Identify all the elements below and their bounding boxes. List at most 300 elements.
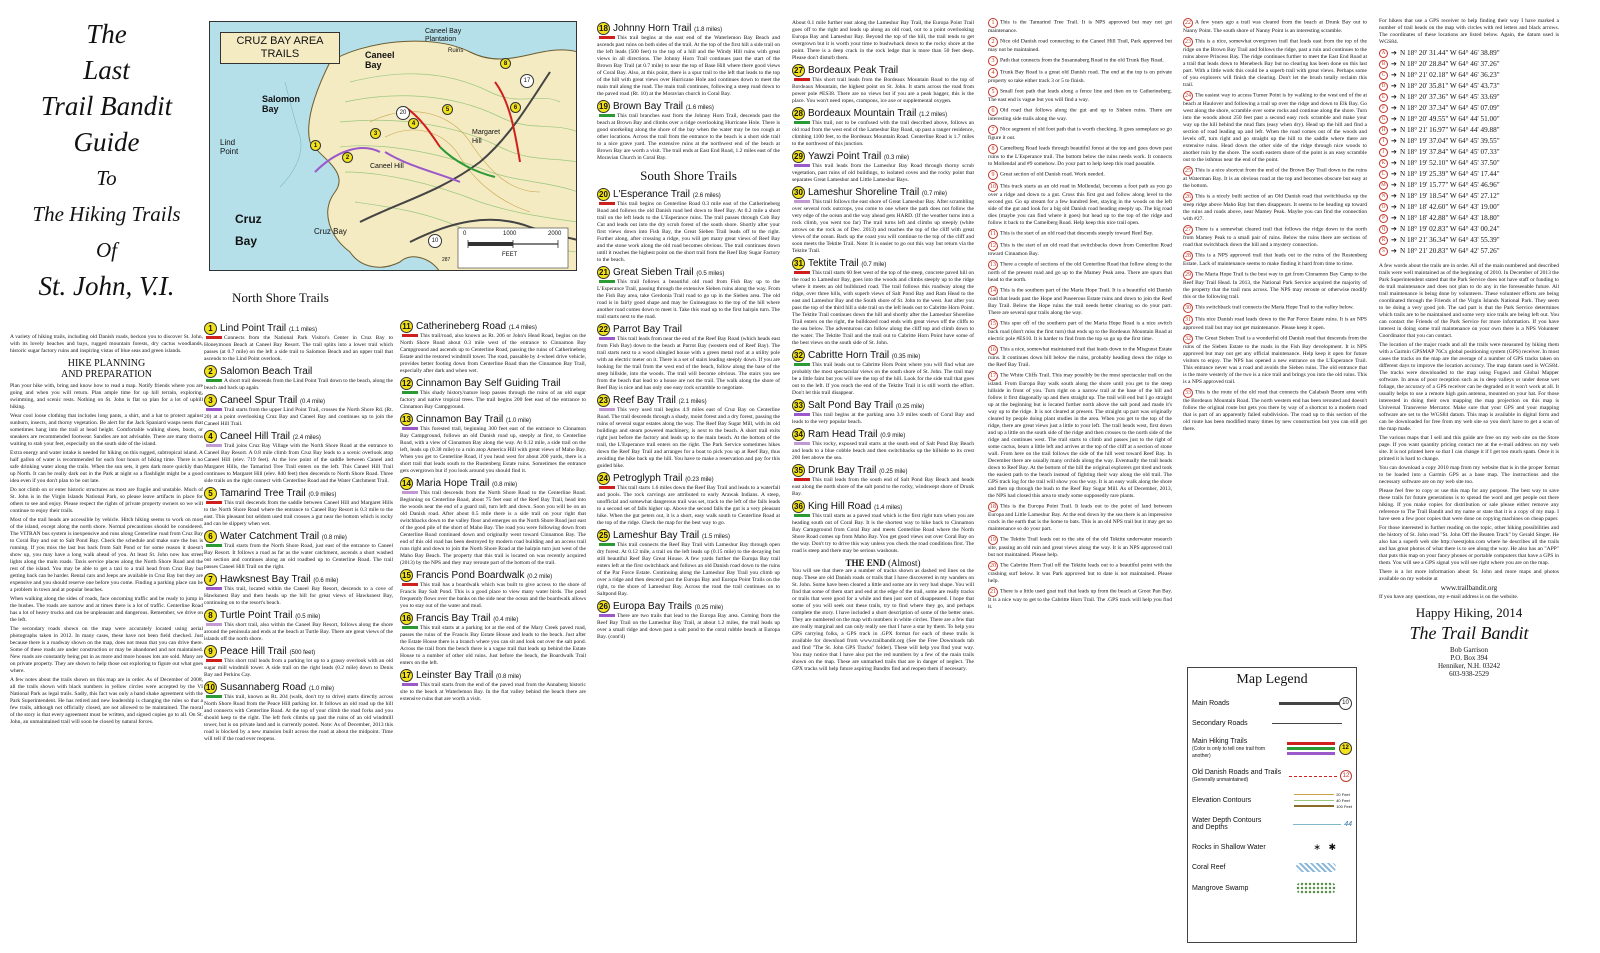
trail-description: This trail descends from the saddle between Caneel Hill and Margaret Hills to the North Shore Road where the entrance to Caneel Bay Resort is 0.3 mile to the east. This pleasant but seldom used trail crosses a gut near the bottom which is rocky and can be slippery when wet.	[204, 500, 393, 527]
old-trail-note: 33 This is the route of the old road that connects the Calabash Boom area with the Bordeaux Mountain Road. The north western end has been rerouted and doesn't follow the original route but gets you there by way of a shortcut to a modern road that is part of an apparently failed subdivision. The road up to this section of the old route has been modified many times by new construction but you can still get there.	[1183, 389, 1367, 432]
trail-heading	[597, 188, 780, 201]
gps-coordinate: N 18° 19' 37.04" W 64° 45' 39.55"	[1400, 137, 1500, 145]
trail-name: Lind Point Trail (1.1 miles)	[220, 323, 317, 334]
trail-number: 3	[204, 394, 217, 407]
trail-heading	[792, 186, 974, 199]
old-trail-number: 8	[988, 144, 998, 154]
old-trail-number: 5	[988, 87, 998, 97]
trail-length: (0.25 mile)	[879, 469, 908, 475]
trail-heading	[597, 100, 780, 113]
trail-length: (0.35 mile)	[891, 354, 921, 360]
old-trail-note: 10 This track starts as an old road in Mollendal, becomes a foot path as you go over a ridge and down to a gut. Cross this first gut and follow along level to the second gut. Go up stream for a few hundred feet, staying in the woods on the left side of the gut and look for a big old Danish road heading steeply up. The big road dies (maybe you can find where it goes) but head up to the top of the ridge and follow it back to the Camelberg Road. Help keep this nice trail open.	[988, 183, 1172, 226]
old-trail-note: 2 Nice old Danish road connecting to the Caneel Hill Trail, Park approved but may not be maintained.	[988, 38, 1172, 53]
trail-description: This trail, not to be confused with the trail described above, follows an old road from the west end of the Lameshur Bay Road, up past a ranger residence, climbing 1100 feet, to the Bordeaux Mountain Road. Centerline Road is 1.7 miles to the northwest of this junction.	[792, 120, 974, 147]
arrow-right-icon: ➔	[1391, 71, 1398, 79]
trail-heading	[204, 322, 393, 335]
trail-color-swatch	[794, 78, 810, 81]
map-label: Cruz Bay	[314, 227, 347, 236]
old-trail-number: 3	[988, 56, 998, 66]
trail-name: Francis Bay Trail (0.4 mile)	[416, 613, 519, 624]
trail-length: (1.8 miles)	[694, 27, 723, 33]
coral-reef-icon	[1296, 863, 1336, 872]
old-trail-note: 27 There is a somewhat cleared trail that follows the ridge down to the north from Mamey Peak to a small pair of ruins. Below the ruins there are sections of road that switchback down the hill and a mystery connection.	[1183, 226, 1367, 248]
gps-letter: Q	[1379, 225, 1388, 234]
arrow-right-icon: ➔	[1391, 137, 1398, 145]
trail-number: 23	[597, 394, 610, 407]
trail-heading	[400, 569, 586, 582]
trails-column-d	[792, 0, 974, 953]
mangrove-icon	[1296, 882, 1336, 894]
map-scale-unit: FEET	[502, 252, 518, 258]
trail-number: 15	[400, 569, 413, 582]
trail-color-swatch	[794, 164, 810, 167]
old-trail-note: 20 The Cabritte Horn Trail off the Tektite leads out to a beautiful point with the crashing surf below. It was Park approved but to date is not maintained. Please help.	[988, 562, 1172, 584]
trail-heading	[792, 428, 974, 441]
arrow-right-icon: ➔	[1391, 148, 1398, 156]
trail-number: 29	[792, 150, 805, 163]
hike-paragraph: A few notes about the trails shown on this map are in order. As of December of 2008, all the trails shown with black numbers in yellow circles were accepted by the VI National Park as legal trails. Sadly, this fact was only a hand shake agreement with the Park Superintendent. He has retired and new leadership is changing the rules so that a few trails, although not officially closed, are not allowed to be maintained. The moral of the story is that every agreement must be written, and signed copies go to all. On St. John, an unmaintained trail will soon be closed by natural forces.	[10, 677, 203, 725]
trail-length: (2.6 miles)	[692, 193, 721, 199]
trail-color-swatch	[402, 491, 418, 494]
trail-name: Parrot Bay Trail	[613, 324, 682, 335]
gps-letter: L	[1379, 170, 1388, 179]
trail-number: 10	[204, 681, 217, 694]
trail-description: This trail has a boardwalk which was built to give access to the shore of Francis Bay Salt Pond. This is a good place to view many water birds. The pond frequently flows over the banks on the side near the ocean and the boardwalk allows you to stay out of the water and mud.	[400, 582, 586, 609]
trail-heading	[204, 530, 393, 543]
trail-description: This trail, known as Rt. 204 (walk, don't try to drive) starts directly across North Shore Road from the Peace Hill parking lot. It follows an old road up the hill and connects with Centerline Road. At the top of your climb the road forks and you should keep to the right. The left fork climbs up past the ruins of an old windmill tower, but is on private land and is currently posted. Note: As of December, 2013 this road is blocked by a new mansion built across the road at about the midpoint. Time will tell if the road ever reopens.	[204, 694, 393, 742]
trail-name: Ram Head Trail (0.9 mile)	[808, 429, 906, 440]
closing-paragraph: Please feel free to copy or use this map for any purpose. The best way to save these trails for future generations is to spread the word and get people out there hiking. If you make copies for distribution or sale please either remove any reference to The Trail Bandit and my name or state that it is a copy of my map. I have seen a few poor copies that were done on copying machines on cheap paper.	[1379, 488, 1559, 522]
map-trail-marker: 6	[510, 102, 521, 113]
title-line: Last	[83, 55, 130, 85]
old-trail-number: 4	[988, 68, 998, 78]
gps-coordinate: N 18° 19' 02.83" W 64° 43' 00.24"	[1400, 225, 1500, 233]
signoff: Happy Hiking, 2014 The Trail Bandit Bob Garrison P.O. Box 394 Henniker, N.H. 03242 603-938-2529	[1409, 605, 1529, 678]
old-trail-note: 23 This is a nice, somewhat overgrown trail that leads east from the top of the ridge on the Brown Bay Trail and follows the ridge, past a ruin and continues to the ruins above Princess Bay. The ridge continues further to meet the East End Road at a trail that leads down to Menebeck Bay but no clearing has been done on this last part. With a little work this could be a superb trail with great views. Perhaps some of you explorers will finish the clearing. Don't let the brush totally reclaim this trail.	[1183, 38, 1367, 88]
closing-paragraph: www.trailbandit.org	[1440, 584, 1498, 592]
trail-color-swatch	[402, 626, 418, 629]
arrow-right-icon: ➔	[1391, 115, 1398, 123]
trail-length: (1.6 miles)	[685, 105, 714, 111]
gps-coordinate: N 18° 20' 49.55" W 64° 44' 51.00"	[1400, 115, 1500, 123]
trail-number: 25	[597, 529, 610, 542]
old-trail-note: 8 Camelberg Road leads through beautiful forest at the top and goes down past ruins to the L'Esperance trail. The bottom below the ruins needs work. It connects to Mollendal and #9 somehow. Do your part to help keep this road passable.	[988, 145, 1172, 167]
trail-length: (0.4 mile)	[300, 399, 326, 405]
trail-name: Cinnamon Bay Self Guiding Trail	[416, 378, 561, 389]
hike-planning-heading: HIKE PLANNING AND PREPARATION	[60, 358, 153, 380]
trail-color-swatch	[206, 444, 222, 447]
gps-row	[1379, 48, 1559, 59]
trail-length: (2.4 miles)	[292, 435, 321, 441]
trail-description: Trail starts from the North Shore Road, just east of the entrance to Caneel Bay Resort. It follows a road as far as the water catchment, ascends a short washed out section and continues along an old roadbed up to Centerline Road. The trail passes Caneel Hill Trail on the right.	[204, 543, 393, 570]
trail-number: 4	[204, 430, 217, 443]
map-road-marker: 10	[428, 234, 442, 248]
arrow-right-icon: ➔	[1391, 104, 1398, 112]
trail-heading	[792, 464, 974, 477]
old-trails-notes-b	[1183, 0, 1367, 433]
gps-letter: J	[1379, 148, 1388, 157]
trail-length: (1.4 miles)	[874, 505, 903, 511]
old-trail-note: 17 The White Cliffs Trail. This may possibly be the most spectacular trail on the island. From Europa Bay walk south along the shore until you get to the steep hillside in front of you. Turn right on a narrow trail at the base of the hill and follow it first diagonally up and then straight up. The trail will end but I go straight up at the beginning but is located further north above the salt pond and made it's way up to the ridge. It is not cleared at present. The straight up part was originally cleared by people doing plant studies in the area. When you get to the top of the ridge, there are great views just a little to your left. The trail heads west, first down and up a little on the south side of the ridge and then crosses to the north side of the ridge and continues west. The trail starts to climb and passes just to the right of some cactus, bears a little left and arrives at the top of the cliff at a section of stone wall. From here on the trail follows the side of the hill west toward Reef Bay. In December there are usually many orchids along the way. Eventually the trail heads down to Reef Bay. At the bottom of the hill the original explorers got tired and took the easiest path to the beach instead of fighting their way along the old trail. The GPS track log for the trail will show you the way. It is an easy walk along the shore and then up through the bush to the Reef Bay Sugar Mill. As of December, 2013, the NPS had closed this area to study some supposedly rare plants.	[988, 372, 1172, 499]
north-trails-end	[597, 22, 780, 162]
hike-paragraph: Extra energy and water intake is needed for hiking on this rugged, subtropical island. A half gallon of water is recommended for each four hours of hiking time. There is no safe drinking water along the trails. When the sun sets, it gets dark more quickly than up North. It can be really dark out in the Park at night so a flashlight might be a good idea even if you don't plan to be out late.	[10, 450, 203, 484]
old-trail-note: 9 Great section of old Danish road. Work needed.	[988, 170, 1172, 180]
old-trail-note: 11 This is the start of an old road that descends steeply toward Reef Bay.	[988, 229, 1172, 239]
old-trail-note: 16 This a nice, somewhat maintained trail that leads down to the Misgunst Estate ruins. It continues down hill below the ruins, probably heading down the ridge to the Reef Bay Trail.	[988, 346, 1172, 368]
old-trail-note: 29 The Maria Hope Trail is the best way to get from Cinnamon Bay Camp to the Reef Bay Trail Head. In 2013, the National Park Service acquired the majority of the property that the trail runs across. The NPS may reroute or otherwise modify this or the following trail.	[1183, 271, 1367, 300]
trail-length: (2.1 miles)	[678, 399, 707, 405]
old-trail-note: 21 There is a little used goat trail that leads up from the beach at Groot Pan Bay. It is a nice way to get to the Cabritte Horn Trail. The .GPS track will help you find it.	[988, 588, 1172, 610]
trail-color-swatch	[599, 408, 615, 411]
trail-heading	[597, 529, 780, 542]
gps-row	[1379, 202, 1559, 213]
gps-row	[1379, 158, 1559, 169]
trail-color-swatch	[599, 36, 615, 39]
trail-length: (0.5 mile)	[295, 614, 321, 620]
gps-row	[1379, 235, 1559, 246]
old-trail-note: 30 This switchback trail connects the Maria Hope Trail to the valley below.	[1183, 303, 1367, 313]
gps-coordinate: N 18° 19' 18.54" W 64° 45' 27.12"	[1400, 192, 1500, 200]
title-line: Guide	[73, 127, 140, 157]
gps-row	[1379, 70, 1559, 81]
trail-name: King Hill Road (1.4 miles)	[808, 501, 903, 512]
trail-name: L'Esperance Trail (2.6 miles)	[613, 189, 721, 200]
trail-heading	[792, 107, 974, 120]
title-line: Of	[96, 238, 117, 262]
gps-row	[1379, 191, 1559, 202]
arrow-right-icon: ➔	[1391, 93, 1398, 101]
trail-number: 13	[400, 413, 413, 426]
trail-description: There are two trails that lead to the Europa Bay area. Coming from the Reef Bay Trail on the Lameshur Bay Trail, at about 1.2 miles, the trail leads up over a small ridge and down past a salt pond to the coral rubble beach at Europa Bay. (cont'd)	[597, 613, 780, 640]
trail-length: (1.5 miles)	[701, 534, 730, 540]
trail-description: This short trail leads from the Bordeaux Mountain Road to the top of Bordeaux Mountain, the highest point on St. John. It starts across the road from power pole #ES38. There are no views but if you are a peak bagger, this is the place. You won't need ropes, crampons, ice axe or supplemental oxygen.	[792, 77, 974, 104]
arrow-right-icon: ➔	[1391, 214, 1398, 222]
trail-number: 8	[204, 609, 217, 622]
old-trail-number: 33	[1183, 388, 1193, 398]
old-trail-number: 26	[1183, 192, 1193, 202]
trail-color-swatch	[402, 334, 418, 337]
legend-mangrove: Mangrove Swamp	[1192, 877, 1352, 899]
trail-length: (0.9 miles)	[308, 492, 337, 498]
trail-description: Connects from the National Park Visitor's Center in Cruz Bay to Honeymoon Beach at Caneel Bay Resort. The trail splits into a lower trail which passes (at 0.7 mile) on the left a side trail to Salomon Beach and an upper trail that ascends to the Lind Point overlook.	[204, 335, 393, 362]
arrow-right-icon: ➔	[1391, 236, 1398, 244]
gps-letter: R	[1379, 236, 1388, 245]
gps-row	[1379, 147, 1559, 158]
trail-heading	[400, 320, 586, 333]
trail-name: Bordeaux Peak Trail	[808, 65, 899, 76]
trail-heading	[792, 257, 974, 270]
arrow-right-icon: ➔	[1391, 247, 1398, 255]
arrow-right-icon: ➔	[1391, 170, 1398, 178]
trail-name: Johnny Horn Trail (1.8 miles)	[613, 23, 723, 34]
trail-heading	[597, 472, 780, 485]
gps-coordinate: N 18° 19' 15.77" W 64° 45' 46.96"	[1400, 181, 1500, 189]
gps-row	[1379, 136, 1559, 147]
gps-letter: O	[1379, 203, 1388, 212]
trail-number: 33	[792, 399, 805, 412]
hike-paragraph: When walking along the sides of roads, face oncoming traffic and be ready to jump in the bushes. The roads are narrow and at times there is a lot of traffic. Centerline Road has a lot of heavy trucks and can be unpleasant and dangerous. Remember, we drive on the left.	[10, 596, 203, 623]
gps-letter: I	[1379, 137, 1388, 146]
old-trail-number: 16	[988, 345, 998, 355]
trail-color-swatch	[206, 659, 222, 662]
gps-coordinate: N 18° 21' 16.97" W 64° 44' 49.88"	[1400, 126, 1500, 134]
trail-color-swatch	[599, 614, 615, 617]
gps-coordinate: N 18° 20' 35.81" W 64° 45' 43.73"	[1400, 82, 1500, 90]
south-trails-list	[792, 64, 974, 555]
old-trail-note: 32 The Great Sieben Trail is a wonderful old Danish road that descends from the ruins of the Sieben Estate to the roads in the Fish Bay development. It is NPS approved but may not get any official maintenance. Help keep it open for future visitors to enjoy. The NPS has opened a new entrance on the L'Esperance Trail. This entrance never was a road and avoids the Sieben ruins. The old entrance that is the more westerly of the two is a nice trail and brings you into the old ruins. This is a NPS approved trail.	[1183, 335, 1367, 385]
closing-paragraph: The location of the major roads and all the trails were measured by hiking them with a Garmin GPSMAP 76Cx global positioning system (GPS) receiver. In most cases the tracks on the map are the average of a number of GPS tracks taken on different days to improve the location accuracy. The map datum used is WGS84. The tracks were downloaded to the map using Fugawi and Global Mapper software. In areas of poor reception such as in deep valleys or under dense wet foliage, the accuracy of a GPS receiver can be degraded or it won't work at all. It usually helps to use a remote high gain antenna, mounted on your hat. For those interested in doing their own mapping the map projection on this map is Universal Transverse Mercator. Make sure that your GPS and your mapping software are set to the WGS84 datum. This map is available in digital form and can be downloaded for free from my web site so you don't have to get a scan of the map made.	[1379, 342, 1559, 432]
trail-name: Turtle Point Trail (0.5 mile)	[220, 610, 321, 621]
legend-elevation-contours: Elevation Contours 20 Feet 40 Feet 100 Feet	[1192, 791, 1352, 809]
trail-name: Yawzi Point Trail (0.3 mile)	[808, 151, 909, 162]
old-trail-number: 29	[1183, 270, 1193, 280]
trail-color-swatch	[206, 379, 222, 382]
arrow-right-icon: ➔	[1391, 49, 1398, 57]
trail-description: This trail follows a beautiful old road from Fish Bay up to the L'Esperance Trail, passing through the extensive Sieben ruins along the way. From the Fish Bay area, take Gerdonia Trail road to go up in the Sieben area. The old road is in fairly good shape and may be Guineagrass to the top of the hill where another road comes down to meet it. Take this road up to the first hairpin turn. The trail starts next to the road.	[597, 279, 780, 320]
arrow-right-icon: ➔	[1391, 181, 1398, 189]
trail-number: 31	[792, 257, 805, 270]
trail-length: (0.8 mile)	[492, 482, 518, 488]
trail-description: This short trail leads from a parking lot up to a grassy overlook with an old sugar mill windmill tower. A side trail on the right leads (0.2 mile) down to Denis Bay and Perkins Cay.	[204, 658, 393, 678]
map-title-box: CRUZ BAY AREA TRAILS	[220, 32, 340, 64]
the-end-text: You will see that there are a number of tracks shown as dashed red lines on the map. These are old Danish roads or trails that I have discovered in my wanders on St. John. Some have been cleared a little and some are in very bad shape. You will find that some of them start and end at the edge of the trail, some are really tracks or trails that were good for a while and then just sort of disappeared. I hope that some of you will seek out these trails, try to find where they go, and perhaps complete the story. I have included a short description of some of the better ones. They are numbered on the map with numbers in white circles. There are a few that are really marginal and can only really see that I have a star by them. To help you GPS carrying folks, a GPS track in .GPX format for each of these trails is available for download from www.trailbandit.org (See the Free Downloads tab and find "The St. John GPS Tracks" folder). These will help you find your way. You may notice that I have also put the red numbers by a few of the main trails shown on the map. These are unmarked trails that are in danger of neglect. The GPX tracks will help future aspiring Bandits find and reopen them if necessary.	[792, 568, 974, 672]
trail-description: This forested trail, beginning 300 feet east of the entrance to Cinnamon Bay Campground, follows an old Danish road up, steeply at first, to Centerline Road, with a view of Cinnamon Bay along the way. At 0.12 mile, a side trail on the left, leads up (0.38 mile) to a ruin atop America Hill with great views of Maho Bay. When you get to Centerline Road, if you head west for about 200 yards, there is a short trail that leads south to the Rustenberg Estate ruins. Sometimes the entrance gets overgrown but if you look around you should find it.	[400, 426, 586, 474]
gps-coordinate: N 18° 18' 42.88" W 64° 43' 18.80"	[1400, 214, 1500, 222]
closing-paragraph: The various maps that I sell and this guide are free on my web site on the Store page. If you want quantity pricing contact me at the e-mail address on my web site. It is not printed here so that I can change it if I get too much spam. Once it is printed it is hard to change.	[1379, 435, 1559, 462]
old-trail-note: 5 Small foot path that leads along a fence line and then on to Catherineberg. The east end is vague but you will find a way.	[988, 88, 1172, 103]
old-trail-note: 25 This is a nice shortcut from the end of the Brown Bay Trail down to the ruins at Waterman Bay. It is an obvious road at the top and becomes obscure but easy at the bottom.	[1183, 167, 1367, 189]
trail-length: (1.4 miles)	[508, 325, 537, 331]
trail-number: 22	[597, 323, 610, 336]
trail-length: (1.0 mile)	[506, 418, 532, 424]
trail-color-swatch	[206, 587, 222, 590]
trail-color-swatch	[599, 114, 615, 117]
gps-letter: P	[1379, 214, 1388, 223]
trail-length: (1.0 mile)	[308, 686, 334, 692]
map-elevation-label: 287	[442, 257, 451, 263]
trail-heading	[597, 266, 780, 279]
gps-coordinate: N 18° 19' 37.84" W 64° 45' 07.33"	[1400, 148, 1500, 156]
gps-row	[1379, 224, 1559, 235]
old-trail-number: 30	[1183, 303, 1193, 313]
old-trail-note: 1 This is the Tamarind Tree Trail. It is NPS approved but may not get maintenance.	[988, 19, 1172, 34]
trail-length: (0.3 mile)	[883, 155, 909, 161]
trail-color-swatch	[794, 121, 810, 124]
trail-heading	[204, 609, 393, 622]
trail-number: 36	[792, 500, 805, 513]
old-trail-number: 21	[988, 587, 998, 597]
gps-column	[1379, 0, 1559, 953]
old-trail-note: 12 This is the start of an old road that switchbacks down from Centerline Road toward Cinnamon Bay.	[988, 242, 1172, 257]
legend-old-danish-roads: Old Danish Roads and Trails (Generally unmaintained) 12	[1192, 763, 1352, 789]
gps-row	[1379, 246, 1559, 257]
old-trail-number: 32	[1183, 334, 1193, 344]
trail-heading	[204, 487, 393, 500]
trail-length: (0.25 mile)	[694, 605, 724, 611]
gps-row	[1379, 169, 1559, 180]
old-trail-number: 15	[988, 319, 998, 329]
gps-coordinate: N 18° 21' 20.83" W 64° 42' 57.26"	[1400, 247, 1500, 255]
map-label: Cruz Bay	[235, 212, 262, 248]
gps-letter: D	[1379, 82, 1388, 91]
trail-description: This trail connects the Reef Bay Trail with Lameshur Bay through open dry forest. At 0.12 mile, a trail on the left leads up (0.15 mile) to the decaying but still beautiful Reef Bay Great House. A few yards further the Europa Bay trail enters left at the first switchback and follows an old Danish road down to the ruins of the Par Force Estate. Continuing along the Lameshur Bay Trail you climb up over a ridge and then descend past the Europa Bay and Europa Point Trails on the right, to the shore of Lameshur Bay. Across the road the trail continues on to Saltpond Bay.	[597, 542, 780, 597]
old-trail-number: 23	[1183, 37, 1193, 47]
old-trail-note: 4 Trunk Bay Road is a great old Danish road. The end at the top is on private property so take either track 3 or 5 to finish.	[988, 69, 1172, 84]
map-legend	[1187, 667, 1357, 943]
map-scale-tick: 1000	[503, 231, 517, 237]
trail-description: This trail starts at a parking lot at the end of the Mary Creek paved road, passes the ruins of the Francis Bay Estate House and leads to the beach. Just after the Estate House there is a branch where you can sit and look out over the salt pond. Across the trail from the bench there is a vague trail that leads up behind the Estate House to a number of other old ruins. Just before the beach, the Boardwalk Trail enters on the left.	[400, 625, 586, 666]
arrow-right-icon: ➔	[1391, 60, 1398, 68]
gps-letter: B	[1379, 60, 1388, 69]
trail-description: This trail leads from the south end of Salt Pond Bay Beach and heads east along the north shore of the salt pond to the rocky, windswept shore of Drunk Bay.	[792, 477, 974, 497]
trail-description: This trail branches east from the Johnny Horn Trail, descends past the beach at Brown Bay and climbs over a ridge overlooking Hurricane Hole. There is good snorkeling along the shore of the bay when the water may be too rough at other locations. Across the trail from the entrance to the beach is a short side trail to a nice grave yard. The extensive ruins at the northwest end of the beach at Brown Bay are worth a visit. The trail ends at East End Road, 1.2 miles east of the Moravian Church in Coral Bay.	[597, 113, 780, 161]
map-label: Salomon Bay	[262, 94, 301, 114]
trail-color-swatch	[402, 683, 418, 686]
trail-heading	[204, 573, 393, 586]
legend-hiking-trails: Main Hiking Trails (Color is only to tell one trail from another) 12	[1192, 733, 1352, 763]
trail-description: This very used trail begins 4.9 miles east of Cruz Bay on Centerline Road. The trail descends through a shady, moist forest and a dry forest, passing the ruins of several sugar estates along the way. The Reef Bay Sugar Mill, with its old buildings and steam powered machinery, is next to the beach. A short trail exits right just before the factory and leads up to the main beach. At the bottom of the trail, the L'Esperance trail enters on the right. The Park Service sometimes hikes down the Reef Bay Trail and arranges for a boat to pick you up at Reef Bay, thus avoiding the hike back up the hill. You have to make a reservation and pay for this guided hike.	[597, 407, 780, 469]
old-trail-number: 17	[988, 371, 998, 381]
trail-heading	[597, 22, 780, 35]
closing-paragraph: There is a lot more information about St. John and more maps and photos available on my website at	[1379, 569, 1559, 582]
trail-number: 34	[792, 428, 805, 441]
gps-letter: N	[1379, 192, 1388, 201]
trail-heading	[597, 323, 780, 336]
trail-description: This rocky, exposed trail starts at the south end of Salt Pond Bay Beach and leads to a blue cobble beach and then switchbacks up the hillside to its crest 200 feet above the sea.	[792, 441, 974, 461]
trail-name: Leinster Bay Trail (0.8 mile)	[416, 670, 522, 681]
map-label: Caneel Bay	[365, 50, 395, 70]
title-line: Trail Bandit	[40, 91, 173, 121]
south-shore-heading: South Shore Trails	[640, 168, 737, 183]
trail-length: (0.8 mile)	[496, 674, 522, 680]
gps-row	[1379, 180, 1559, 191]
trail-description: This trail starts 1.6 miles down the Reef Bay Trail and leads to a waterfall and pools. The rock carvings are attributed to early Arawak Indians. A steep, unofficial and somewhat dangerous trail was set, track to the left of the falls leads to a second set of falls higher up. Above the second falls the gut is a very pleasant hike. When the gut peters out, it is a short, easy walk south to Centerline Road at the top of the ridge. Check the map for the best way to go.	[597, 485, 780, 526]
trail-description: This trail, located within the Caneel Bay Resort, descends to a cove of Hawksnest Bay and then heads up the hill for great views of Hawksnest Bay, continuing on to the resort's beach.	[204, 586, 393, 606]
trail-description: This trail leads out to Cabritte Horn Point where you will find what are probably the most spectacular views on the south shore of St. John. The trail may be a little faint but you will see the top of the hill. Look for the side trail that goes out to the left. If you reach the end of the Tektite Trail it is still worth the effort. Don't let this trail disappear.	[792, 362, 974, 396]
trail-heading	[597, 600, 780, 613]
map-label: Margaret Hill	[472, 129, 501, 145]
trail-name: Reef Bay Trail (2.1 miles)	[613, 395, 707, 406]
europa-point-continuation: About 0.1 mile further east along the Lameshur Bay Trail, the Europa Point Trail goes off to the right and leads up along an old road, out to a point overlooking Europa Bay and Lameshur Bay. Beyond the top of the hill, the trail tends to get overgrown but it is worth your time to bushwhack down to the rocky shore at the point. There is a deep crack in the rock ledge that is more than 50 feet deep. Please don't disturb them.	[792, 20, 974, 61]
gps-row	[1379, 81, 1559, 92]
trail-color-swatch	[206, 623, 222, 626]
gps-intro: For hikers that use a GPS receiver to help finding their way I have marked a number of trail heads on the map with circles with red letters and black arrows. The coordinates of these locations are listed below. Again, the datum used is WGS84.	[1379, 18, 1559, 45]
old-trail-number: 28	[1183, 251, 1193, 261]
gps-letter: F	[1379, 104, 1388, 113]
guide-title	[10, 16, 203, 334]
trail-color-swatch	[599, 202, 615, 205]
old-trail-note: 31 This nice Danish road leads down to the Par Force Estate ruins. It is an NPS approved trail but may not get maintenance. Please keep it open.	[1183, 316, 1367, 331]
old-trail-number: 19	[988, 535, 998, 545]
map-trail-marker: 4	[408, 118, 419, 129]
old-trail-number: 22	[1183, 18, 1193, 28]
gps-row	[1379, 125, 1559, 136]
trail-number: 2	[204, 365, 217, 378]
gps-coordinate: N 18° 19' 52.10" W 64° 45' 37.50"	[1400, 159, 1500, 167]
old-trail-note: 28 This is a NPS approved trail that leads out to the ruins of the Rustenberg Estate. Lack of maintenance seems to make finding it hard from time to time.	[1183, 252, 1367, 267]
trail-heading	[400, 477, 586, 490]
arrow-right-icon: ➔	[1391, 82, 1398, 90]
trail-name: Bordeaux Mountain Trail (1.2 miles)	[808, 108, 948, 119]
trail-color-swatch	[599, 280, 615, 283]
trail-color-swatch	[206, 336, 222, 339]
trail-name: Europa Bay Trails (0.25 mile)	[613, 601, 724, 612]
old-trail-note: 13 There a couple of sections of the old Centerline Road that follow along to the north of the present road and go up to the Mamey Peak area. There are spurs that head to the north.	[988, 261, 1172, 283]
trail-color-swatch	[794, 442, 810, 445]
trail-description: This trail begins on Centerline Road 0.3 mile east of the Catherineberg Road and follows the old Danish road bed down to Reef Bay. At 0.2 mile a short trail on the left leads to the L'Esperance ruins. The trail passes through Cob Bay Cut and leads out into the dry scrub forest of the south shore. Shortly after your first views down into Fish Bay, the Great Sieben Trail leads off to the right. Further along, after crossing a ridge, you will get many great views of Reef Bay and the stone work along the old road becomes obvious. The trail continues down until it reaches the highest point on the short trail from the Reef Bay Sugar Factory to the beach.	[597, 201, 780, 263]
hike-planning-text	[10, 383, 203, 726]
north-trails-column-b	[400, 318, 586, 953]
trail-number: 21	[597, 266, 610, 279]
trail-length: (500 feet)	[289, 650, 316, 656]
legend-main-roads: Main Roads 10	[1192, 693, 1352, 713]
trail-color-swatch	[794, 514, 810, 517]
map-road-marker: 17	[520, 74, 534, 88]
trail-length: (0.7 mile)	[921, 191, 947, 197]
trail-number: 6	[204, 530, 217, 543]
trail-name: Hawksnest Bay Trail (0.6 mile)	[220, 574, 339, 585]
old-trail-number: 6	[988, 106, 998, 116]
gps-coordinate: N 18° 21' 36.34" W 64° 43' 55.39"	[1400, 236, 1500, 244]
trail-number: 24	[597, 472, 610, 485]
arrow-right-icon: ➔	[1391, 159, 1398, 167]
gps-row	[1379, 103, 1559, 114]
map-road-marker: 20	[396, 106, 410, 120]
trail-description: This short trail, also within the Caneel Bay Resort, follows along the shore around the peninsula and ends at the beach at Turtle Bay. There are great views of the islands off the north shore.	[204, 622, 393, 642]
trails-column-c	[597, 0, 780, 953]
trail-number: 12	[400, 377, 413, 390]
old-trail-note: 22 A few years ago a trail was cleared from the beach at Drunk Bay out to Nanny Point. The south shore of Nanny Point is an interesting scramble.	[1183, 19, 1367, 34]
closing-paragraph: A few words about the trails are in order. All of the main numbered and described trails were well maintained as of the beginning of 2010. In December of 2013 the Park Superintendent stated that the Park Service does not have staff or funding to do trail maintenance and does not plan to do any in the foreseeable future. All trail maintenance is being done by volunteers. These volunteer efforts are being coordinated through the Friends of the Virgin Islands National Park. They seem to be doing a very good job. The sad part is that the Park Service determines which trails are to be maintained and some very nice trails are being left out. You can contact the Friends of the Park Service for more information. If you have interest in doing some trail maintenance on your own there is a NPS Volunteer Coordinator that you can contact.	[1379, 263, 1559, 339]
trail-color-swatch	[402, 391, 418, 394]
trail-length: (0.4 mile)	[493, 617, 519, 623]
trail-color-swatch	[794, 413, 810, 416]
trail-description: This trail follows the east shore of Great Lameshur Bay. After scrambling over several rock outcrops, you come to one where the path does not follow the very edge of the ocean and the way ahead gets HARD. (If the weather turns into a rock climb, you went too far) The trail turns left and climbs up steeply (white arrows on the rock as of Dec. 2013) and reaches the top of the cliff with great views of the ocean. Back up the coast you will continue to the top of the cliff and soon meets the Tektite Trail. Note: It is easier to go out this way but return via the Tektite Trail.	[792, 199, 974, 254]
north-trails-column-a	[204, 320, 393, 953]
trail-number: 30	[792, 186, 805, 199]
trail-color-swatch	[402, 583, 418, 586]
trail-name: Susannaberg Road (1.0 mile)	[220, 682, 334, 693]
trail-name: Salt Pond Bay Trail (0.25 mile)	[808, 400, 925, 411]
trail-heading	[400, 669, 586, 682]
closing-paragraph: If you have any questions, my e-mail address is on the website.	[1379, 594, 1519, 600]
legend-title: Map Legend	[1236, 672, 1308, 687]
old-trail-number: 1	[988, 18, 998, 28]
trail-color-swatch	[794, 363, 810, 366]
old-trail-note: 18 This is the Europa Point Trail. It leads out to the point of land between Europa and Little Lameshur Bay. At the end down by the sea there is an impressive crack in the earth that is the home to bats. This is an old NPS trail but it may get no maintenance so do your part.	[988, 503, 1172, 532]
old-trail-number: 12	[988, 241, 998, 251]
trail-length: (0.2 mile)	[527, 574, 553, 580]
gps-coordinates-list	[1379, 48, 1559, 257]
trail-number: 16	[400, 612, 413, 625]
gps-coordinate: N 18° 21' 02.18" W 64° 46' 36.23"	[1400, 71, 1500, 79]
trail-length: (0.8 mile)	[321, 535, 347, 541]
gps-row	[1379, 59, 1559, 70]
gps-letter: S	[1379, 247, 1388, 256]
old-trail-number: 27	[1183, 225, 1193, 235]
north-shore-heading: North Shore Trails	[232, 290, 329, 305]
trail-description: Trail joins Cruz Bay Village with the North Shore Road at the entrance to Caneel Bay Resort. A 0.8 mile climb from Cruz Bay leads to a scenic overlook atop Caneel Hill (elev. 719 feet). At the low point of the saddle between Caneel and Margaret Hills, the Tamarind Tree Trail enters on the left. This Caneel Hill Trail continues to Margaret Hill (elev. 840 feet) then descends to North Shore Road. Three side trails on the right connect with Centerline Road and the Water Catchment Trail.	[204, 443, 393, 484]
map-trail-marker: 1	[310, 140, 321, 151]
old-trail-number: 10	[988, 182, 998, 192]
trail-number: 32	[792, 349, 805, 362]
trail-number: 11	[400, 320, 413, 333]
trail-name: Cabritte Horn Trail (0.35 mile)	[808, 350, 921, 361]
trail-description: A short trail descends from the Lind Point Trail down to the beach, along the beach and back up again.	[204, 378, 393, 391]
title-line: St. John, V.I.	[38, 271, 175, 301]
arrow-right-icon: ➔	[1391, 225, 1398, 233]
old-trail-note: 14 This is the southern part of the Maria Hope Trail. It is a beautiful old Danish road that leads past the Hope and Puseerous Estate ruins and down to join the Reef Bay Trail. Below the Hope ruins the trail needs better clearing so do your part. There are several spur trails along the way.	[988, 287, 1172, 316]
